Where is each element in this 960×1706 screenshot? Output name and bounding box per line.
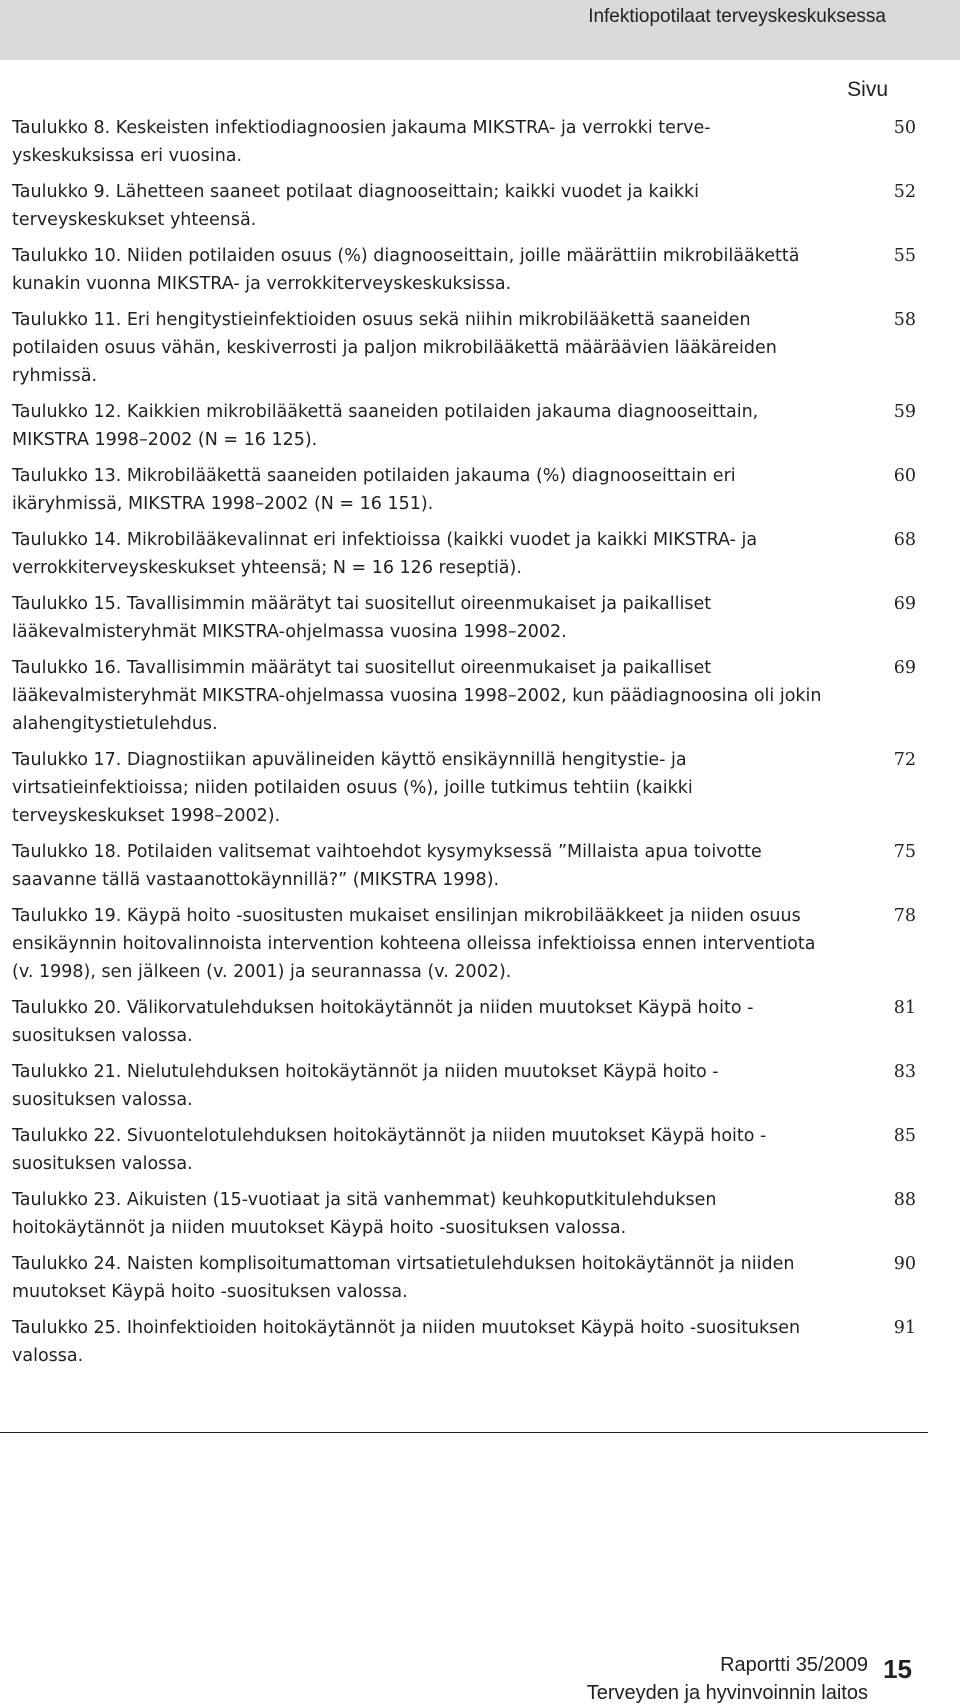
entry-label: Taulukko 17. [12,750,122,770]
entry-text [12,1314,822,1370]
list-item[interactable] [12,994,926,1050]
entry-label: Taulukko 22. [12,1126,122,1146]
list-item[interactable] [12,1314,926,1370]
entry-description: Välikorvatulehduksen hoitokäytännöt ja niiden muutokset Käypä hoito -suosituksen valossa. [12,998,754,1046]
entry-text [12,1122,822,1178]
entry-text [12,1058,822,1114]
entry-description: Mikrobilääkevalinnat eri infektioissa (kaikki vuodet ja kaikki MIKSTRA- ja verrokkiterveyskeskukset yhteensä; N = 16 126 reseptiä). [12,530,758,578]
entry-label: Taulukko 15. [12,594,122,614]
entry-page-number: 50 [893,118,916,138]
entry-text [12,1186,822,1242]
entry-description: Niiden potilaiden osuus (%) diagnooseittain, joille määrättiin mikrobilääkettä kunakin vuonna MIKSTRA- ja verrokkiterveyskeskuksissa. [12,246,800,294]
entry-page-number: 83 [893,1062,916,1082]
entry-description: Mikrobilääkettä saaneiden potilaiden jakauma (%) diagnooseittain eri ikäryhmissä, MIKSTRA 1998–2002 (N = 16 151). [12,466,736,514]
entry-label: Taulukko 9. [12,182,111,202]
table-list [12,114,926,1378]
entry-text [12,526,822,582]
entry-label: Taulukko 20. [12,998,122,1018]
entry-label: Taulukko 23. [12,1190,122,1210]
entry-description: Sivuontelotulehduksen hoitokäytännöt ja niiden muutokset Käypä hoito -suosituksen valossa. [12,1126,767,1174]
entry-page-number: 58 [893,310,916,330]
list-item[interactable] [12,1250,926,1306]
list-item[interactable] [12,902,926,986]
entry-page-number: 60 [893,466,916,486]
entry-description: Ihoinfektioiden hoitokäytännöt ja niiden muutokset Käypä hoito -suosituksen valossa. [12,1318,801,1366]
entry-page-number: 91 [893,1318,916,1338]
entry-text [12,1250,822,1306]
list-item[interactable] [12,1058,926,1114]
running-title: Infektiopotilaat terveyskeskuksessa [588,6,886,27]
entry-description: Diagnostiikan apuvälineiden käyttö ensikäynnillä hengitystie- ja virtsatieinfektioissa; niiden potilaiden osuus (%), joille tutkimus tehtiin (kaikki terveyskeskukset 1998–2002). [12,750,693,826]
entry-label: Taulukko 24. [12,1254,122,1274]
entry-page-number: 85 [893,1126,916,1146]
list-item[interactable] [12,306,926,390]
organization-name: Terveyden ja hyvinvoinnin laitos [586,1682,868,1704]
entry-description: Tavallisimmin määrätyt tai suositellut oireenmukaiset ja paikalliset lääkevalmisteryhmät MIKSTRA-ohjelmassa vuosina 1998–2002. [12,594,712,642]
entry-page-number: 78 [893,906,916,926]
entry-description: Keskeisten infektiodiagnoosien jakauma MIKSTRA- ja verrokki terveyskeskuksissa eri vuosina. [12,118,711,166]
entry-description: Aikuisten (15-vuotiaat ja sitä vanhemmat) keuhkoputkitulehduksen hoitokäytännöt ja niiden muutokset Käypä hoito -suosituksen valossa. [12,1190,717,1238]
entry-description: Lähetteen saaneet potilaat diagnooseittain; kaikki vuodet ja kaikki terveyskeskukset yhteensä. [12,182,700,230]
entry-text [12,114,822,170]
entry-label: Taulukko 10. [12,246,122,266]
bottom-rule [0,1432,928,1433]
entry-description: Nielutulehduksen hoitokäytännöt ja niiden muutokset Käypä hoito -suosituksen valossa. [12,1062,719,1110]
list-item[interactable] [12,1122,926,1178]
report-number: Raportti 35/2009 [720,1654,868,1676]
entry-label: Taulukko 25. [12,1318,122,1338]
entry-page-number: 52 [893,182,916,202]
entry-page-number: 55 [893,246,916,266]
list-item[interactable] [12,1186,926,1242]
entry-text [12,902,822,986]
entry-text [12,838,822,894]
entry-text [12,590,822,646]
list-item[interactable] [12,462,926,518]
entry-text [12,746,822,830]
entry-page-number: 88 [893,1190,916,1210]
entry-description: Eri hengitystieinfektioiden osuus sekä niihin mikrobilääkettä saaneiden potilaiden osuus vähän, keskiverrosti ja paljon mikrobilääkettä määräävien lääkäreiden ryhmissä. [12,310,777,386]
entry-label: Taulukko 16. [12,658,122,678]
entry-description: Naisten komplisoitumattoman virtsatietulehduksen hoitokäytännöt ja niiden muutokset Käypä hoito -suosituksen valossa. [12,1254,795,1302]
entry-page-number: 69 [893,658,916,678]
entry-text [12,994,822,1050]
entry-description: Käypä hoito -suositusten mukaiset ensilinjan mikrobilääkkeet ja niiden osuus ensikäynnin hoitovalinnoista intervention kohteena olleissa infektioissa ennen interventiota (v. 1998), sen jälkeen (v. 2001) ja seurannassa (v. 2002). [12,906,816,982]
entry-description: Kaikkien mikrobilääkettä saaneiden potilaiden jakauma diagnooseittain, MIKSTRA 1998–2002 (N = 16 125). [12,402,759,450]
list-item[interactable] [12,398,926,454]
entry-text [12,242,822,298]
entry-page-number: 81 [893,998,916,1018]
list-item[interactable] [12,838,926,894]
entry-label: Taulukko 14. [12,530,122,550]
entry-label: Taulukko 12. [12,402,122,422]
entry-label: Taulukko 21. [12,1062,122,1082]
entry-page-number: 59 [893,402,916,422]
entry-text [12,654,822,738]
list-item[interactable] [12,114,926,170]
entry-description: Potilaiden valitsemat vaihtoehdot kysymyksessä ”Millaista apua toivotte saavanne tällä vastaanottokäynnillä?” (MIKSTRA 1998). [12,842,762,890]
running-header [0,0,960,60]
entry-label: Taulukko 8. [12,118,111,138]
entry-label: Taulukko 18. [12,842,122,862]
entry-text [12,178,822,234]
page-number: 15 [883,1654,912,1684]
entry-page-number: 68 [893,530,916,550]
entry-page-number: 75 [893,842,916,862]
entry-page-number: 69 [893,594,916,614]
list-item[interactable] [12,242,926,298]
list-item[interactable] [12,654,926,738]
entry-label: Taulukko 13. [12,466,122,486]
page-column-label: Sivu [847,78,888,101]
list-item[interactable] [12,590,926,646]
entry-text [12,398,822,454]
entry-description: Tavallisimmin määrätyt tai suositellut oireenmukaiset ja paikalliset lääkevalmisteryhmät MIKSTRA-ohjelmassa vuosina 1998–2002, kun päädiagnoosina oli jokin alahengitystietulehdus. [12,658,822,734]
list-item[interactable] [12,178,926,234]
entry-page-number: 90 [893,1254,916,1274]
list-item[interactable] [12,746,926,830]
entry-label: Taulukko 11. [12,310,122,330]
entry-label: Taulukko 19. [12,906,122,926]
entry-text [12,306,822,390]
list-item[interactable] [12,526,926,582]
entry-text [12,462,822,518]
entry-page-number: 72 [893,750,916,770]
